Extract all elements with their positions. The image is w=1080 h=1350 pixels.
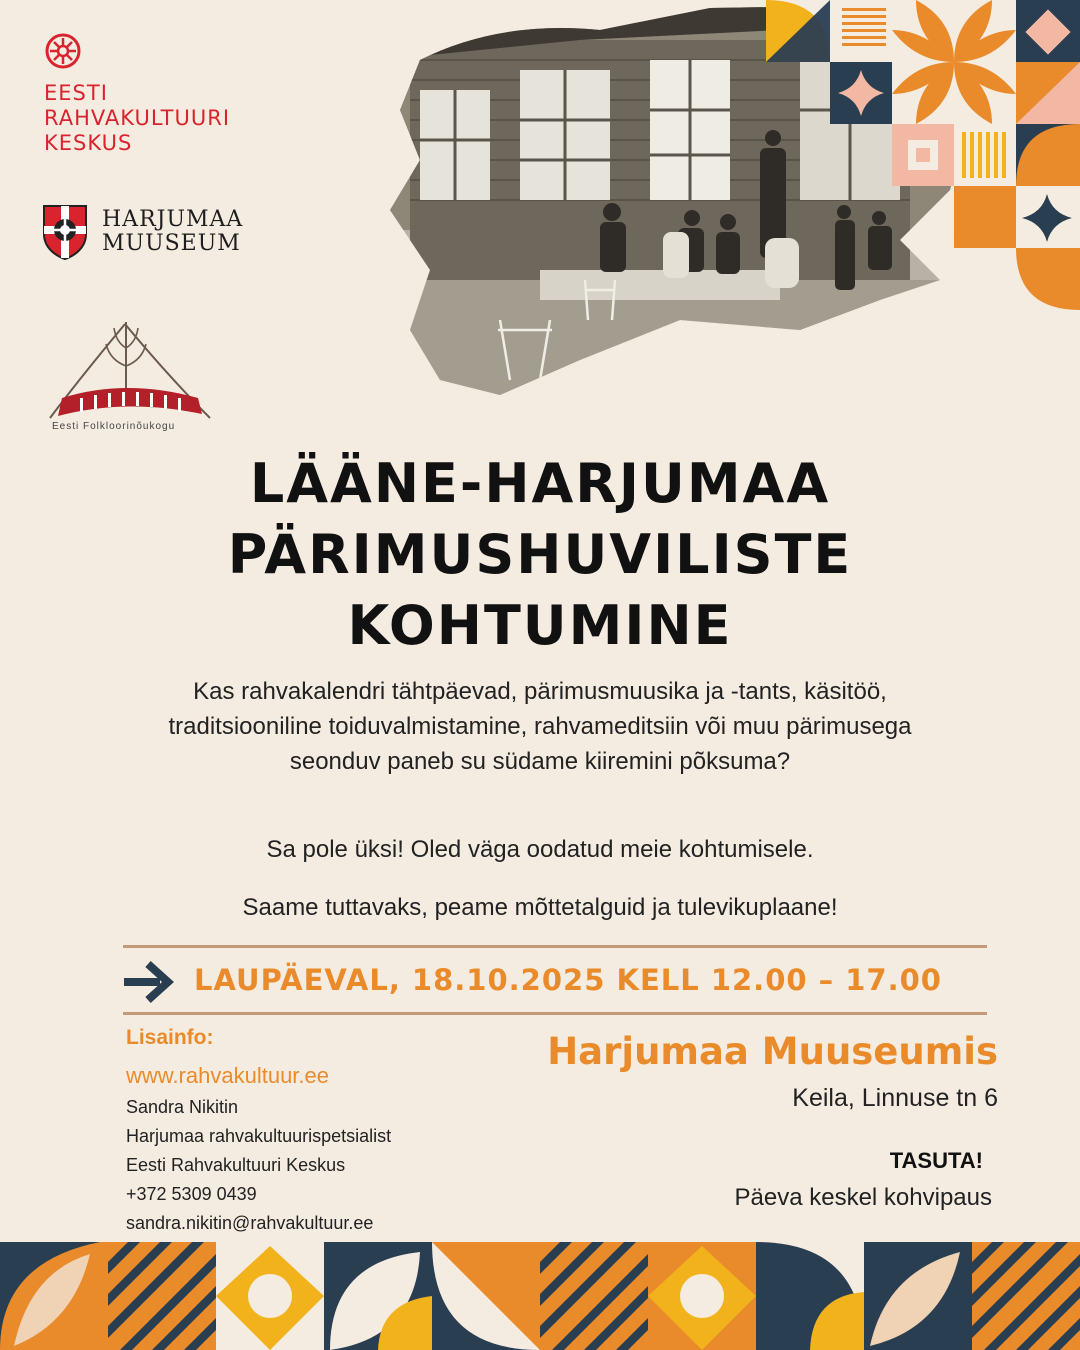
geometric-pattern-bottom — [0, 1242, 1080, 1350]
divider-bottom — [123, 1012, 987, 1015]
welcome-paragraph: Sa pole üksi! Oled väga oodatud meie kohtumisele. — [266, 836, 814, 863]
headline — [0, 448, 1080, 661]
venue-name: Harjumaa Muuseumis — [547, 1030, 998, 1073]
folklore-council-logo — [40, 318, 220, 438]
contact-name: Sandra Nikitin — [126, 1097, 239, 1117]
harjumaa-museum-logo — [42, 204, 243, 260]
hm-line2: MUUSEUM — [102, 231, 241, 256]
contact-role: Harjumaa rahvakultuurispetsialist — [126, 1126, 392, 1146]
harjumaa-museum-name — [102, 208, 243, 256]
contact-phone[interactable]: +372 5309 0439 — [126, 1184, 257, 1204]
divider-top — [123, 945, 987, 948]
headline-line2: PÄRIMUSHUVILISTE — [227, 523, 853, 586]
intro-paragraph: Kas rahvakalendri tähtpäevad, pärimusmuusika ja -tants, käsitöö, traditsiooniline toiduvalmistamine, rahvameditsiin või muu pärimusega seonduv paneb su südame kiiremini põksuma? — [168, 678, 912, 775]
shield-cross-icon — [42, 204, 88, 260]
arrow-right-icon — [122, 960, 174, 1004]
contact-organization: Eesti Rahvakultuuri Keskus — [126, 1155, 346, 1175]
venue-address: Keila, Linnuse tn 6 — [792, 1084, 998, 1112]
hm-line1: HARJUMAA — [102, 207, 244, 232]
event-date: LAUPÄEVAL, 18.10.2025 KELL 12.00 – 17.00 — [194, 963, 942, 997]
geometric-pattern-top — [766, 0, 1080, 310]
contact-email[interactable]: sandra.nikitin@rahvakultuur.ee — [126, 1213, 374, 1233]
headline-line3: KOHTUMINE — [347, 594, 733, 657]
coffee-break-note: Päeva keskel kohvipaus — [734, 1184, 992, 1211]
info-heading: Lisainfo: — [126, 1026, 214, 1049]
free-admission: TASUTA! — [889, 1148, 983, 1173]
sun-wheel-icon — [44, 32, 82, 70]
tree-loom-icon — [40, 318, 220, 422]
headline-line1: LÄÄNE-HARJUMAA — [249, 452, 831, 515]
erk-logo — [44, 32, 264, 156]
folklore-council-name: Eesti Folkloorinõukogu — [52, 421, 176, 432]
erk-name: EESTI RAHVAKULTUURI KESKUS — [44, 81, 231, 155]
info-website-link[interactable]: www.rahvakultuur.ee — [126, 1063, 329, 1088]
plans-paragraph: Saame tuttavaks, peame mõttetalguid ja tulevikuplaane! — [242, 894, 838, 921]
